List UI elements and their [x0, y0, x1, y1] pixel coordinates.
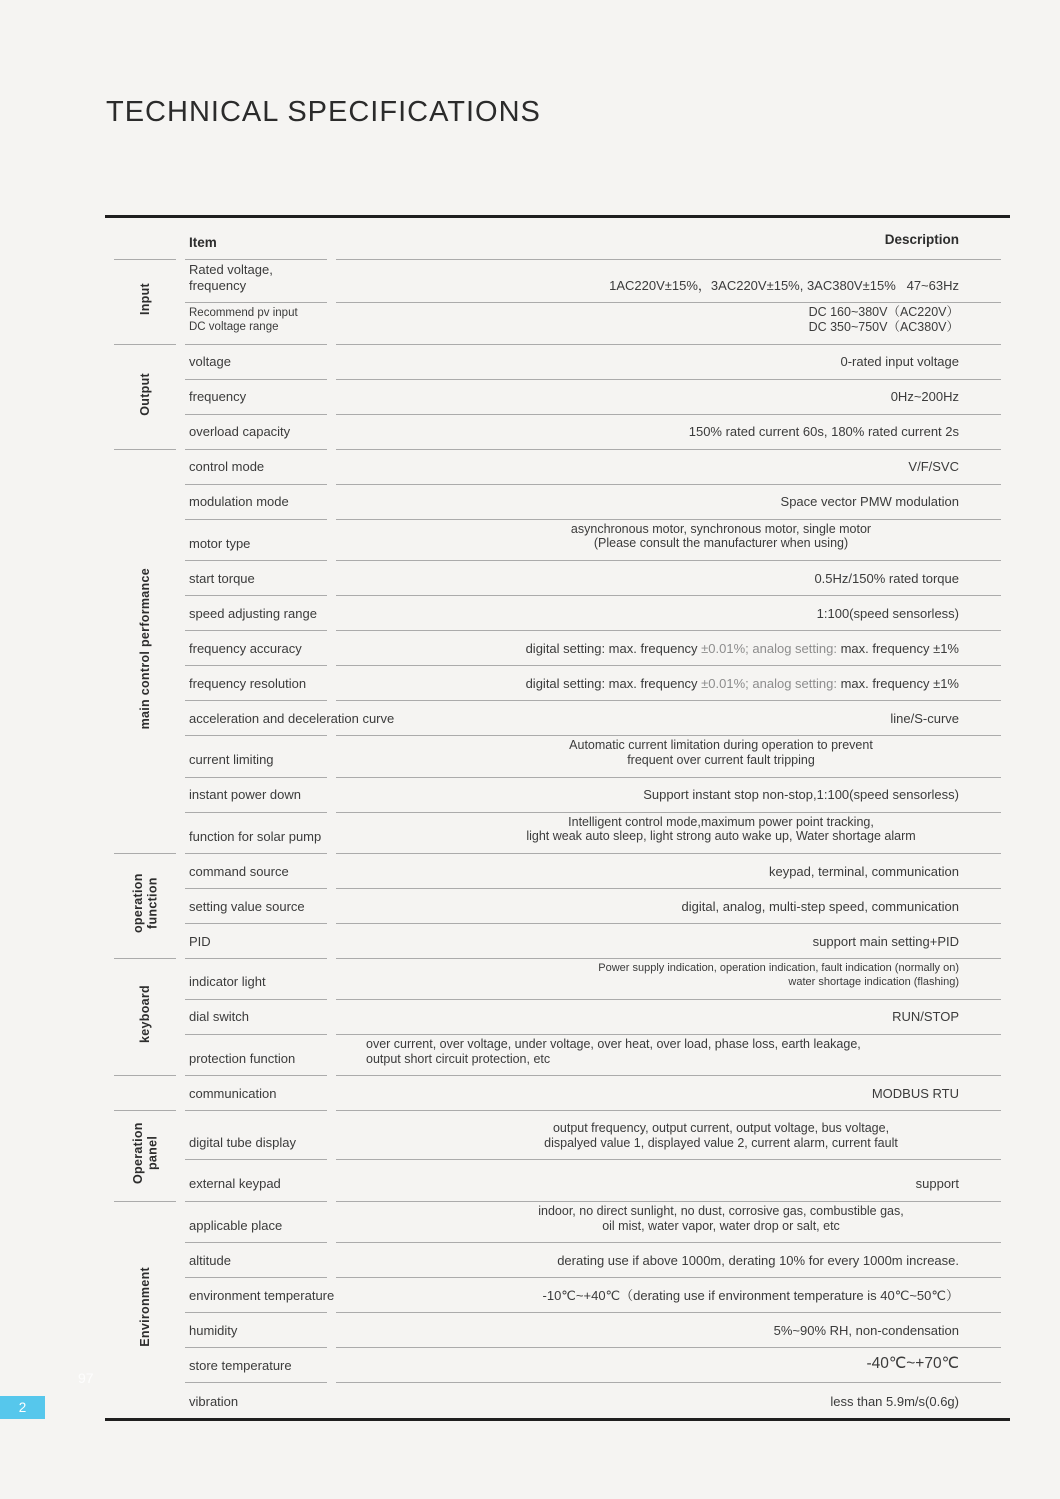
spec-table-wrap — [105, 215, 1010, 1421]
description-line: water shortage indication (flashing) — [788, 976, 959, 989]
description-cell: 1:100(speed sensorless) — [336, 596, 1001, 631]
table-row — [114, 854, 1001, 889]
description-cell: 0-rated input voltage — [336, 345, 1001, 380]
item-cell: control mode — [185, 450, 327, 485]
table-row — [114, 1076, 1001, 1111]
table-row — [114, 380, 1001, 415]
description-line: DC 350~750V（AC380V） — [808, 319, 959, 334]
item-line: DC voltage range — [189, 321, 279, 334]
description-segment: digital setting: max. frequency — [525, 640, 702, 656]
item-cell: current limiting — [185, 736, 327, 778]
description-cell: 150% rated current 60s, 180% rated current 2s — [336, 415, 1001, 450]
category-label: Operation panel — [130, 1122, 159, 1185]
category-cell-output — [114, 345, 176, 450]
item-cell: voltage — [185, 345, 327, 380]
item-column-header: Item — [185, 218, 327, 260]
item-cell: altitude — [185, 1243, 327, 1278]
table-row — [114, 345, 1001, 380]
item-cell: instant power down — [185, 778, 327, 813]
description-cell: support — [336, 1160, 1001, 1201]
item-cell: PID — [185, 924, 327, 959]
description-segment-muted: ±0.01%; analog setting: — [701, 675, 841, 691]
description-cell: MODBUS RTU — [336, 1076, 1001, 1111]
description-cell: keypad, terminal, communication — [336, 854, 1001, 889]
description-line: indoor, no direct sunlight, no dust, corrosive gas, combustible gas, — [538, 1203, 904, 1218]
description-cell: 0.5Hz/150% rated torque — [336, 561, 1001, 596]
description-cell — [336, 666, 1001, 701]
description-cell — [336, 959, 1001, 1000]
description-cell — [336, 303, 1001, 345]
item-cell: dial switch — [185, 1000, 327, 1035]
description-cell: support main setting+PID — [336, 924, 1001, 959]
category-cell-operation-function — [114, 854, 176, 959]
category-cell-operation-panel — [114, 1111, 176, 1202]
item-cell: overload capacity — [185, 415, 327, 450]
description-cell — [336, 1111, 1001, 1160]
table-row — [114, 260, 1001, 303]
item-cell: external keypad — [185, 1160, 327, 1201]
description-cell: -40℃~+70℃ — [336, 1348, 1001, 1383]
item-cell: function for solar pump — [185, 813, 327, 855]
table-row — [114, 959, 1001, 1000]
header-row — [114, 218, 1001, 260]
table-row — [114, 631, 1001, 666]
description-line: Automatic current limitation during operation to prevent — [569, 738, 873, 753]
description-segment: digital setting: max. frequency — [525, 675, 702, 691]
category-label: Input — [137, 283, 152, 316]
table-row — [114, 303, 1001, 345]
page-number: 2 — [18, 1400, 27, 1415]
description-line: oil mist, water vapor, water drop or salt, etc — [602, 1218, 840, 1233]
description-cell — [336, 1202, 1001, 1244]
item-cell: protection function — [185, 1035, 327, 1077]
item-cell: indicator light — [185, 959, 327, 1000]
table-row — [114, 889, 1001, 924]
table-row — [114, 1111, 1001, 1160]
description-cell — [336, 736, 1001, 778]
table-row — [114, 1278, 1001, 1313]
table-row — [114, 1313, 1001, 1348]
page-title: TECHNICAL SPECIFICATIONS — [106, 96, 541, 128]
description-line: output frequency, output current, output voltage, bus voltage, — [552, 1120, 890, 1135]
description-line: frequent over current fault tripping — [627, 752, 815, 767]
description-cell: -10℃~+40℃（derating use if environment temperature is 40℃~50℃） — [336, 1278, 1001, 1313]
table-row — [114, 666, 1001, 701]
table-row — [114, 1160, 1001, 1201]
description-cell: 0Hz~200Hz — [336, 380, 1001, 415]
table-row — [114, 701, 1001, 736]
description-cell — [336, 631, 1001, 666]
item-cell: acceleration and deceleration curve — [185, 701, 327, 736]
description-line: dispalyed value 1, displayed value 2, current alarm, current fault — [544, 1135, 898, 1150]
item-line: Recommend pv input — [189, 306, 298, 319]
item-cell: vibration — [189, 1393, 239, 1409]
item-cell: modulation mode — [185, 485, 327, 520]
table-row — [114, 596, 1001, 631]
item-cell: applicable place — [185, 1202, 327, 1244]
category-header-spacer — [114, 218, 176, 260]
watermark-text: 97 — [78, 1370, 94, 1386]
table-row — [114, 1035, 1001, 1077]
table-row — [114, 1000, 1001, 1035]
table-row — [114, 520, 1001, 562]
category-cell-input — [114, 260, 176, 345]
table-row — [114, 813, 1001, 855]
description-cell: RUN/STOP — [336, 1000, 1001, 1035]
table-row — [114, 924, 1001, 959]
category-cell-empty — [114, 1076, 176, 1111]
item-cell: speed adjusting range — [185, 596, 327, 631]
description-cell — [336, 813, 1001, 855]
item-cell: frequency — [185, 380, 327, 415]
item-cell: store temperature — [185, 1348, 327, 1383]
item-cell: Rated voltage, frequency — [185, 260, 327, 303]
category-label: operation function — [130, 873, 159, 934]
item-cell: humidity — [185, 1313, 327, 1348]
description-cell: 5%~90% RH, non-condensation — [336, 1313, 1001, 1348]
category-label: Output — [137, 372, 152, 416]
description-cell: Space vector PMW modulation — [336, 485, 1001, 520]
item-cell: start torque — [185, 561, 327, 596]
description-cell: digital, analog, multi-step speed, communication — [336, 889, 1001, 924]
description-line: (Please consult the manufacturer when using) — [593, 536, 849, 551]
category-cell-main-control — [114, 450, 176, 855]
item-cell: frequency resolution — [185, 666, 327, 701]
table-row — [114, 778, 1001, 813]
description-segment: max. frequency ±1% — [840, 640, 959, 656]
description-cell: 1AC220V±15%，3AC220V±15%, 3AC380V±15% 47~63Hz — [336, 260, 1001, 303]
description-line: Power supply indication, operation indication, fault indication (normally on) — [598, 962, 959, 975]
description-segment: max. frequency ±1% — [840, 675, 959, 691]
description-line: output short circuit protection, etc — [366, 1051, 551, 1066]
description-column-header: Description — [336, 218, 1001, 260]
category-cell-keyboard — [114, 959, 176, 1076]
table-row — [114, 485, 1001, 520]
description-segment-muted: ±0.01%; analog setting: — [701, 640, 841, 656]
description-cell: less than 5.9m/s(0.6g) — [830, 1393, 959, 1409]
description-cell: derating use if above 1000m, derating 10% for every 1000m increase. — [336, 1243, 1001, 1278]
item-cell: command source — [185, 854, 327, 889]
category-label: Environment — [137, 1267, 152, 1348]
description-line: over current, over voltage, under voltage, over heat, over load, phase loss, earth leakage, — [366, 1036, 861, 1051]
table-row — [114, 415, 1001, 450]
description-cell: V/F/SVC — [336, 450, 1001, 485]
table-row — [114, 561, 1001, 596]
table-row — [114, 1348, 1001, 1383]
description-cell: Support instant stop non-stop,1:100(speed sensorless) — [336, 778, 1001, 813]
item-cell: motor type — [185, 520, 327, 562]
description-cell — [336, 520, 1001, 562]
item-cell: digital tube display — [185, 1111, 327, 1160]
description-cell — [336, 1035, 1001, 1077]
category-cell-environment — [114, 1202, 176, 1419]
table-row — [114, 736, 1001, 778]
table-row — [114, 450, 1001, 485]
item-cell — [185, 303, 327, 345]
item-cell: frequency accuracy — [185, 631, 327, 666]
item-cell: environment temperature — [185, 1278, 327, 1313]
description-line: Intelligent control mode,maximum power point tracking, — [568, 814, 874, 829]
description-line: light weak auto sleep, light strong auto wake up, Water shortage alarm — [526, 829, 916, 844]
description-line: DC 160~380V（AC220V） — [808, 305, 959, 320]
page-number-badge — [0, 1396, 45, 1419]
table-row — [114, 1243, 1001, 1278]
description-line: asynchronous motor, synchronous motor, single motor — [570, 521, 872, 536]
table-row — [114, 1202, 1001, 1244]
category-label: keyboard — [137, 985, 152, 1044]
category-label: main control performance — [137, 567, 152, 730]
item-cell: setting value source — [185, 889, 327, 924]
item-cell: communication — [185, 1076, 327, 1111]
description-cell: line/S-curve — [336, 701, 1001, 736]
spec-table — [105, 218, 1010, 1418]
table-row — [114, 1383, 1001, 1418]
